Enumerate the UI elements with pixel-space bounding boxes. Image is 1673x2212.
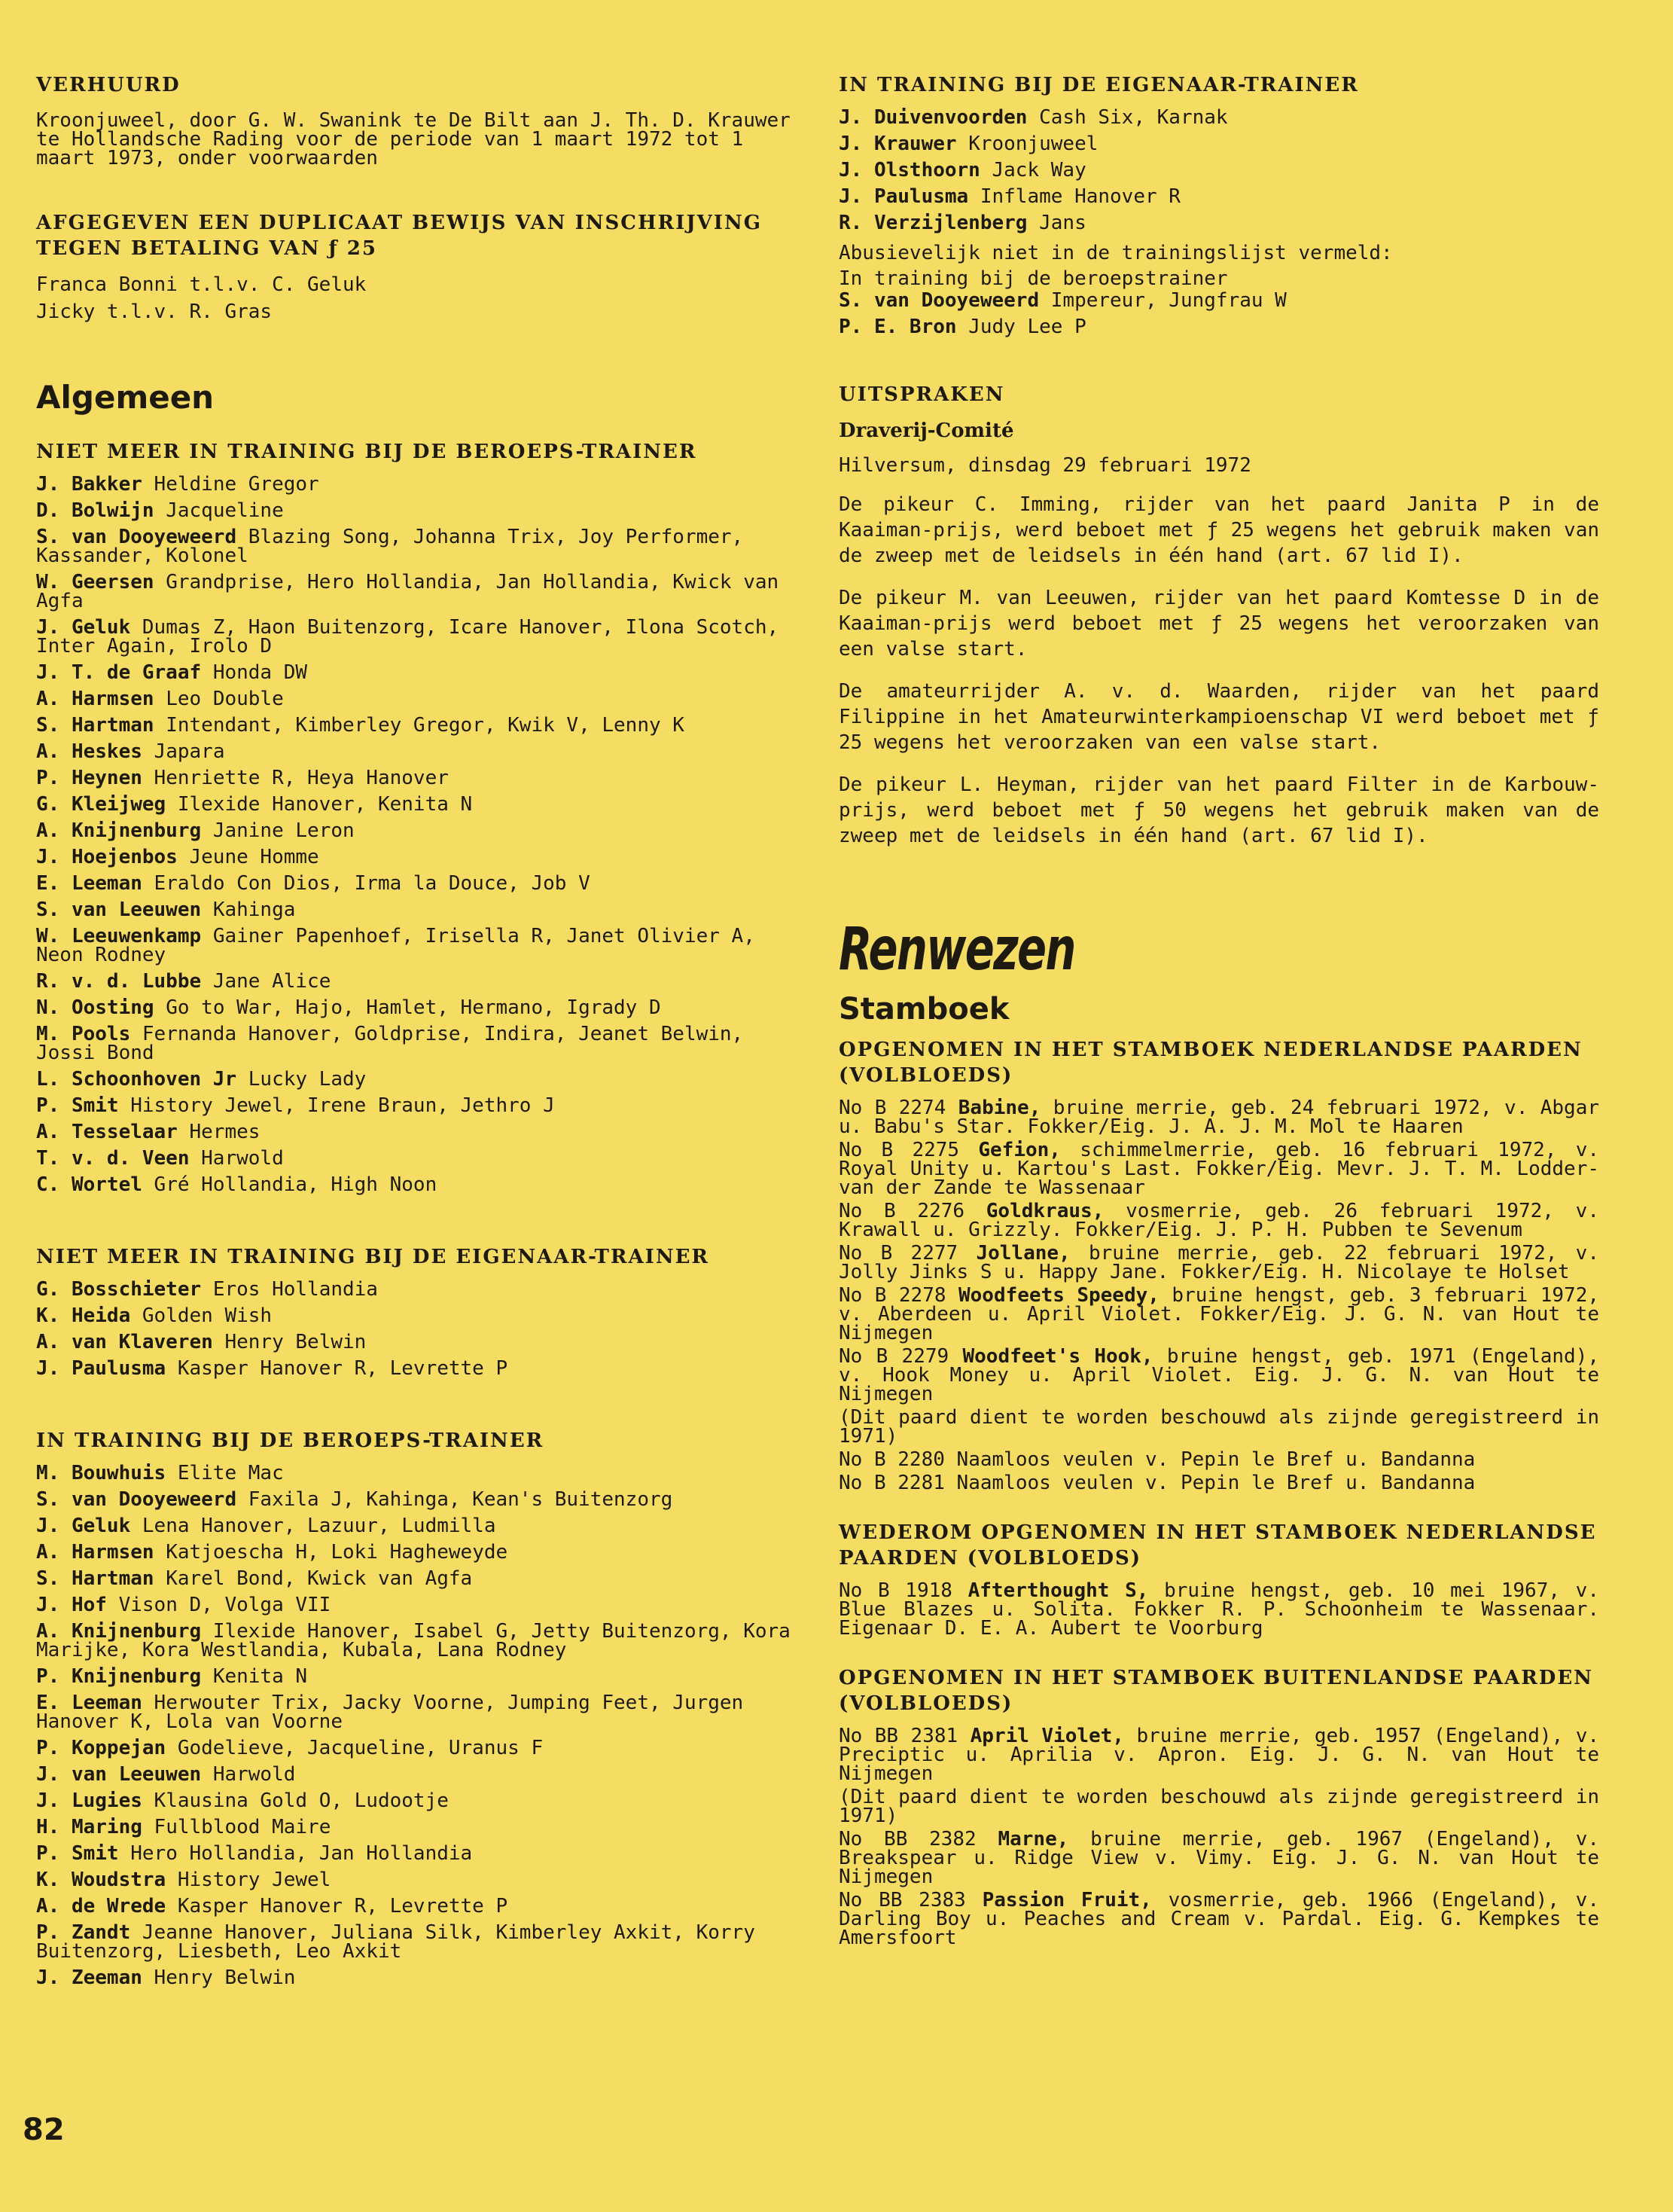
trainer-entry (36, 1359, 797, 1378)
trainer-name: S. van Dooyeweerd (36, 526, 237, 548)
horse-name: Gefion, (978, 1139, 1061, 1161)
registration-number: No B 2281 (839, 1472, 945, 1494)
trainer-entry (36, 1921, 797, 1963)
abusievelijk-list (839, 291, 1599, 337)
trainer-name: J. Hoejenbos (36, 846, 178, 868)
horse-names: Harwold (212, 1763, 296, 1786)
trainer-entry (36, 1464, 797, 1483)
ruling-paragraph: De pikeur L. Heyman, rijder van het paard Filter in de Karbouw-prijs, werd beboet met ƒ 50 wegens het gebruik maken van de zweep met de leidsels in één hand (art. 67 lid I). (839, 773, 1599, 847)
trainer-entry (36, 927, 797, 965)
trainer-entry (36, 1765, 797, 1784)
trainer-entry (36, 1818, 797, 1837)
uitspraken-heading: UITSPRAKEN (839, 383, 1005, 406)
horse-name: Marne, (998, 1828, 1069, 1850)
horse-names: Lucky Lady (248, 1068, 367, 1091)
in-eigenaar-heading: IN TRAINING BIJ DE EIGENAAR-TRAINER (839, 74, 1359, 96)
trainer-name: A. van Klaveren (36, 1331, 213, 1353)
duplicaat-list (36, 272, 797, 325)
horse-name: Passion Fruit, (982, 1889, 1152, 1911)
trainer-entry (36, 1844, 797, 1863)
horse-names: Dumas Z, Haon Buitenzorg, Icare Hanover, Ilona Scotch, Inter Again, Irolo D (36, 616, 779, 657)
niet-eigenaar-section (36, 1244, 797, 1378)
ruling-paragraph: De amateurrijder A. v. d. Waarden, rijder van het paard Filippine in het Amateurwinterkampioenschap VI werd beboet met ƒ 25 wegens het veroorzaken van een valse start. (839, 680, 1599, 754)
horse-names: Japara (154, 740, 225, 763)
horse-names: Kenita N (212, 1665, 308, 1688)
right-column (839, 72, 1599, 1985)
trainer-name: N. Oosting (36, 996, 154, 1019)
registration-number: No BB 2383 (839, 1889, 966, 1911)
registration-number: No B 2276 (839, 1200, 965, 1222)
horse-names: Henriette R, Heya Hanover (154, 767, 449, 789)
registration-number: No B 1918 (839, 1579, 952, 1602)
trainer-entry (36, 1490, 797, 1509)
uitspraken-paragraphs (839, 492, 1599, 849)
trainer-entry (36, 1596, 797, 1615)
trainer-entry (36, 1622, 797, 1660)
trainer-entry (36, 1280, 797, 1299)
trainer-entry (36, 1149, 797, 1168)
trainer-name: T. v. d. Veen (36, 1147, 190, 1170)
horse-name: Babine, (958, 1097, 1041, 1119)
renwezen-title: Renwezen (839, 916, 1075, 984)
horse-details: vosmerrie, geb. 1966 (Engeland), v. Darling Boy u. Peaches and Cream v. Pardal. Eig. G. Kempkes te Amersfoort (839, 1889, 1599, 1949)
trainer-name: A. Knijnenburg (36, 819, 202, 842)
trainer-name: G. Kleijweg (36, 793, 166, 816)
trainer-name: C. Wortel (36, 1173, 142, 1196)
horse-details: bruine merrie, geb. 1967 (Engeland), v. Breakspear u. Ridge View v. Vimy. Eig. J. G. N. van Hout te Nijmegen (839, 1828, 1600, 1888)
trainer-name: P. Koppejan (36, 1737, 166, 1759)
registration-number: No B 2275 (839, 1139, 960, 1161)
trainer-entry (36, 1739, 797, 1758)
trainer-entry (839, 108, 1599, 127)
horse-names: Jacqueline (166, 499, 284, 522)
horse-names: Honda DW (212, 661, 308, 684)
horse-names: Inflame Hanover R (980, 185, 1181, 208)
trainer-name: P. Smit (36, 1094, 119, 1117)
trainer-entry (36, 1543, 797, 1562)
trainer-name: M. Pools (36, 1023, 131, 1045)
buitenlandse-section (839, 1665, 1599, 1948)
trainer-entry (839, 161, 1599, 180)
trainer-name: R. Verzijlenberg (839, 212, 1028, 234)
horse-names: Hero Hollandia, Jan Hollandia (130, 1842, 473, 1865)
horse-name: Woodfeet's Hook, (962, 1345, 1153, 1368)
trainer-entry (36, 1567, 797, 1590)
trainer-entry (36, 1871, 797, 1890)
stamboek-entry (839, 1830, 1599, 1887)
horse-details: Naamloos veulen v. Pepin le Bref u. Bandanna (956, 1472, 1476, 1494)
trainer-name: W. Geersen (36, 571, 154, 593)
trainer-entry (36, 874, 797, 893)
trainer-name: J. van Leeuwen (36, 1763, 202, 1786)
horse-names: Impereur, Jungfrau W (1050, 289, 1287, 312)
horse-names: Henry Belwin (154, 1966, 296, 1989)
trainer-entry (839, 185, 1599, 208)
trainer-entry (36, 972, 797, 991)
horse-names: Hermes (189, 1121, 261, 1143)
horse-details: Naamloos veulen v. Pepin le Bref u. Bandanna (956, 1448, 1476, 1471)
wederom-heading: WEDEROM OPGENOMEN IN HET STAMBOEK NEDERLANDSE PAARDEN (VOLBLOEDS) (839, 1521, 1597, 1570)
trainer-entry (36, 1333, 797, 1352)
trainer-name: J. Paulusma (839, 185, 969, 208)
horse-details: bruine merrie, geb. 1957 (Engeland), v. Preciptic u. Aprilia v. Apron. Eig. J. G. N. van Hout te Nijmegen (839, 1725, 1600, 1785)
horse-names: History Jewel (177, 1869, 331, 1891)
niet-beroeps-heading: NIET MEER IN TRAINING BIJ DE BEROEPS-TRAINER (36, 441, 697, 463)
list-item: Franca Bonni t.l.v. C. Geluk (36, 273, 367, 296)
trainer-name: J. Geluk (36, 1515, 131, 1537)
horse-names: Intendant, Kimberley Gregor, Kwik V, Lenny K (166, 714, 684, 737)
algemeen-title: Algemeen (36, 379, 215, 416)
ruling-paragraph: De pikeur M. van Leeuwen, rijder van het paard Komtesse D in de Kaaiman-prijs werd beboet met ƒ 25 wegens het veroorzaken van een valse start. (839, 587, 1599, 661)
stamboek-entry (839, 1286, 1599, 1343)
in-eigenaar-section (839, 72, 1599, 337)
trainer-name: J. Duivenvoorden (839, 106, 1028, 129)
verhuurd-heading: VERHUURD (36, 74, 181, 96)
trainer-name: E. Leeman (36, 1692, 142, 1714)
horse-names: History Jewel, Irene Braun, Jethro J (130, 1094, 555, 1117)
left-column (36, 72, 797, 2025)
trainer-entry (36, 740, 797, 763)
trainer-entry (36, 1070, 797, 1089)
horse-names: Jans (1039, 212, 1086, 234)
trainer-name: S. van Dooyeweerd (36, 1488, 237, 1511)
trainer-name: A. Tesselaar (36, 1121, 178, 1143)
stamboek-entry (839, 1099, 1599, 1137)
trainer-name: S. Hartman (36, 1567, 154, 1590)
trainer-entry (36, 901, 797, 920)
trainer-name: J. Lugies (36, 1789, 142, 1812)
trainer-entry (36, 716, 797, 735)
horse-names: Klausina Gold O, Ludootje (154, 1789, 449, 1812)
horse-names: Karel Bond, Kwick van Agfa (166, 1567, 473, 1590)
trainer-name: P. Heynen (36, 767, 142, 789)
trainer-entry (36, 661, 797, 684)
trainer-entry (36, 819, 797, 842)
horse-name: Afterthought S, (968, 1579, 1149, 1602)
wederom-list (839, 1579, 1599, 1640)
horse-names: Fernanda Hanover, Goldprise, Indira, Jeanet Belwin, Jossi Bond (36, 1023, 744, 1064)
horse-names: Go to War, Hajo, Hamlet, Hermano, Igrady D (166, 996, 661, 1019)
horse-names: Ilexide Hanover, Kenita N (177, 793, 473, 816)
stamboek-entry (839, 1579, 1599, 1640)
stamboek-entry (839, 1448, 1599, 1471)
horse-details: (Dit paard dient te worden beschouwd als zijnde geregistreerd in 1971) (839, 1406, 1599, 1448)
stamboek-entry (839, 1788, 1599, 1826)
uitspraken-date: Hilversum, dinsdag 29 februari 1972 (839, 454, 1251, 477)
horse-names: Blazing Song, Johanna Trix, Joy Performer, Kassander, Kolonel (36, 526, 744, 567)
trainer-name: S. Hartman (36, 714, 154, 737)
trainer-name: J. Krauwer (839, 133, 957, 155)
horse-names: Gainer Papenhoef, Irisella R, Janet Olivier A, Neon Rodney (36, 925, 755, 966)
trainer-name: L. Schoonhoven Jr (36, 1068, 237, 1091)
niet-beroeps-section (36, 439, 797, 1194)
horse-names: Ilexide Hanover, Isabel G, Jetty Buitenzorg, Kora Marijke, Kora Westlandia, Kubala, Lana Rodney (36, 1620, 791, 1661)
horse-details: bruine merrie, geb. 22 februari 1972, v. Jolly Jinks S u. Happy Jane. Fokker/Eig. H. Nicolaye te Holset (839, 1242, 1599, 1283)
stamboek-entry (839, 1202, 1599, 1240)
trainer-name: J. Zeeman (36, 1966, 142, 1989)
trainer-entry (36, 528, 797, 566)
in-beroeps-section (36, 1428, 797, 1988)
trainer-entry (36, 690, 797, 709)
trainer-entry (36, 499, 797, 522)
trainer-entry (839, 318, 1599, 337)
horse-names: Elite Mac (177, 1462, 284, 1484)
trainer-entry (36, 475, 797, 494)
horse-names: Heldine Gregor (154, 473, 319, 496)
trainer-entry (36, 769, 797, 788)
horse-names: Janine Leron (212, 819, 355, 842)
stamboek-entry (839, 1474, 1599, 1493)
horse-names: Jeanne Hanover, Juliana Silk, Kimberley Axkit, Korry Buitenzorg, Liesbeth, Leo Axkit (36, 1921, 755, 1963)
draverij-comite: Draverij-Comité (839, 420, 1014, 442)
horse-names: Henry Belwin (224, 1331, 367, 1353)
trainer-name: H. Maring (36, 1816, 142, 1838)
stamboek-entry (839, 1141, 1599, 1198)
horse-name: Jollane, (976, 1242, 1071, 1265)
registration-number: No B 2279 (839, 1345, 949, 1368)
horse-details: (Dit paard dient te worden beschouwd als zijnde geregistreerd in 1971) (839, 1786, 1599, 1827)
trainer-entry (36, 1897, 797, 1916)
verhuurd-section (36, 72, 797, 168)
trainer-entry (36, 1123, 797, 1142)
trainer-name: S. van Leeuwen (36, 899, 202, 921)
trainer-name: K. Heida (36, 1304, 131, 1327)
buitenlandse-list (839, 1727, 1599, 1948)
horse-names: Kasper Hanover R, Levrette P (177, 1895, 508, 1918)
trainer-entry (839, 291, 1599, 310)
horse-names: Lena Hanover, Lazuur, Ludmilla (142, 1515, 496, 1537)
opgenomen-nl-list (839, 1099, 1599, 1493)
horse-names: Kasper Hanover R, Levrette P (177, 1357, 508, 1380)
trainer-entry (36, 795, 797, 814)
opgenomen-nl-section (839, 1037, 1599, 1493)
horse-names: Eros Hollandia (212, 1278, 378, 1301)
trainer-entry (36, 1966, 797, 1989)
trainer-name: P. E. Bron (839, 316, 957, 338)
horse-names: Kahinga (212, 899, 296, 921)
trainer-name: J. Paulusma (36, 1357, 166, 1380)
duplicaat-section (36, 210, 797, 325)
trainer-entry (36, 848, 797, 867)
registration-number: No B 2280 (839, 1448, 945, 1471)
uitspraken-section (839, 382, 1599, 849)
trainer-name: P. Zandt (36, 1921, 131, 1944)
horse-names: Golden Wish (142, 1304, 273, 1327)
horse-names: Katjoescha H, Loki Hagheweyde (166, 1541, 508, 1564)
horse-name: Woodfeets Speedy, (958, 1284, 1160, 1307)
trainer-entry (36, 618, 797, 656)
stamboek-entry (839, 1408, 1599, 1446)
horse-name: Goldkraus, (986, 1200, 1105, 1222)
stamboek-entry (839, 1347, 1599, 1404)
horse-names: Vison D, Volga VII (118, 1594, 331, 1616)
wederom-section (839, 1520, 1599, 1638)
abusievelijk-note: Abusievelijk niet in de trainingslijst vermeld: (839, 242, 1393, 264)
registration-number: No B 2278 (839, 1284, 946, 1307)
opgenomen-nl-heading: OPGENOMEN IN HET STAMBOEK NEDERLANDSE PAARDEN (VOLBLOEDS) (839, 1039, 1583, 1087)
niet-beroeps-list (36, 475, 797, 1194)
trainer-entry (36, 996, 797, 1019)
horse-details: vosmerrie, geb. 26 februari 1972, v. Krawall u. Grizzly. Fokker/Eig. J. P. H. Pubben te Sevenum (839, 1200, 1599, 1241)
trainer-name: A. Harmsen (36, 1541, 154, 1564)
horse-names: Leo Double (166, 688, 284, 710)
horse-names: Eraldo Con Dios, Irma la Douce, Job V (154, 872, 590, 895)
stamboek-entry (839, 1244, 1599, 1282)
trainer-name: S. van Dooyeweerd (839, 289, 1040, 312)
trainer-name: M. Bouwhuis (36, 1462, 166, 1484)
trainer-name: W. Leeuwenkamp (36, 925, 202, 947)
beroepstrainer-note: In training bij de beroepstrainer (839, 267, 1228, 290)
horse-names: Faxila J, Kahinga, Kean's Buitenzorg (248, 1488, 673, 1511)
stamboek-entry (839, 1891, 1599, 1948)
horse-names: Jane Alice (212, 970, 331, 993)
trainer-name: P. Knijnenburg (36, 1665, 202, 1688)
duplicaat-heading: AFGEGEVEN EEN DUPLICAAT BEWIJS VAN INSCHRIJVING TEGEN BETALING VAN ƒ 25 (36, 212, 762, 260)
list-item: Jicky t.l.v. R. Gras (36, 301, 273, 323)
trainer-name: A. de Wrede (36, 1895, 166, 1918)
niet-eigenaar-list (36, 1280, 797, 1378)
trainer-entry (36, 1667, 797, 1686)
horse-names: Cash Six, Karnak (1039, 106, 1228, 129)
trainer-name: J. Hof (36, 1594, 107, 1616)
buitenlandse-heading: OPGENOMEN IN HET STAMBOEK BUITENLANDSE PAARDEN (VOLBLOEDS) (839, 1667, 1593, 1715)
trainer-name: J. Geluk (36, 616, 131, 639)
trainer-entry (36, 1517, 797, 1536)
horse-names: Jeune Homme (189, 846, 319, 868)
horse-name: April Violet, (970, 1725, 1124, 1747)
horse-names: Herwouter Trix, Jacky Voorne, Jumping Feet, Jurgen Hanover K, Lola van Voorne (36, 1692, 744, 1733)
trainer-name: R. v. d. Lubbe (36, 970, 202, 993)
page-number: 82 (23, 2113, 65, 2147)
trainer-entry (839, 135, 1599, 154)
trainer-name: P. Smit (36, 1842, 119, 1865)
trainer-entry (36, 1304, 797, 1327)
trainer-name: A. Knijnenburg (36, 1620, 202, 1643)
trainer-entry (36, 1694, 797, 1731)
horse-names: Grandprise, Hero Hollandia, Jan Hollandia, Kwick van Agfa (36, 571, 779, 612)
horse-details: bruine hengst, geb. 3 februari 1972, v. Aberdeen u. April Violet. Fokker/Eig. J. G. N. van Hout te Nijmegen (839, 1284, 1600, 1344)
horse-names: Judy Lee P (968, 316, 1086, 338)
stamboek-title: Stamboek (839, 992, 1010, 1027)
stamboek-entry (839, 1727, 1599, 1783)
trainer-name: D. Bolwijn (36, 499, 154, 522)
horse-details: bruine merrie, geb. 24 februari 1972, v. Abgar u. Babu's Star. Fokker/Eig. J. A. J. M. Mol te Haaren (839, 1097, 1600, 1138)
horse-names: Harwold (201, 1147, 284, 1170)
horse-names: Kroonjuweel (968, 133, 1099, 155)
registration-number: No BB 2382 (839, 1828, 977, 1850)
trainer-name: J. T. de Graaf (36, 661, 202, 684)
horse-names: Fullblood Maire (154, 1816, 331, 1838)
niet-eigenaar-heading: NIET MEER IN TRAINING BIJ DE EIGENAAR-TRAINER (36, 1246, 710, 1268)
horse-names: Jack Way (992, 159, 1086, 182)
horse-names: Godelieve, Jacqueline, Uranus F (177, 1737, 544, 1759)
verhuurd-text: Kroonjuweel, door G. W. Swanink te De Bilt aan J. Th. D. Krauwer te Hollandsche Rading voor de periode van 1 maart 1972 tot 1 maart 1973, onder voorwaarden (36, 109, 791, 169)
registration-number: No B 2277 (839, 1242, 958, 1265)
trainer-entry (36, 1789, 797, 1812)
trainer-entry (36, 1173, 797, 1196)
trainer-name: J. Olsthoorn (839, 159, 980, 182)
horse-details: bruine hengst, geb. 10 mei 1967, v. Blue Blazes u. Solita. Fokker R. P. Schoonheim te Wassenaar. Eigenaar D. E. A. Aubert te Voorburg (839, 1579, 1599, 1640)
trainer-entry (36, 1094, 797, 1117)
trainer-name: A. Harmsen (36, 688, 154, 710)
horse-details: schimmelmerrie, geb. 16 februari 1972, v. Royal Unity u. Kartou's Last. Fokker/Eig. Mevr. J. T. M. Lodder-van der Zande te Wassenaar (839, 1139, 1600, 1199)
trainer-name: E. Leeman (36, 872, 142, 895)
ruling-paragraph: De pikeur C. Imming, rijder van het paard Janita P in de Kaaiman-prijs, werd beboet met ƒ 25 wegens het gebruik maken van de zweep met de leidsels in één hand (art. 67 lid I). (839, 493, 1599, 567)
in-eigenaar-list (839, 108, 1599, 233)
trainer-name: J. Bakker (36, 473, 142, 496)
registration-number: No BB 2381 (839, 1725, 958, 1747)
registration-number: No B 2274 (839, 1097, 946, 1119)
trainer-name: G. Bosschieter (36, 1278, 202, 1301)
trainer-name: K. Woudstra (36, 1869, 166, 1891)
horse-details: bruine hengst, geb. 1971 (Engeland), v. Hook Money u. April Violet. Eig. J. G. N. van Hout te Nijmegen (839, 1345, 1600, 1405)
trainer-entry (36, 1025, 797, 1063)
trainer-entry (36, 573, 797, 611)
in-beroeps-heading: IN TRAINING BIJ DE BEROEPS-TRAINER (36, 1429, 544, 1452)
horse-names: Gré Hollandia, High Noon (154, 1173, 437, 1196)
in-beroeps-list (36, 1464, 797, 1988)
trainer-name: A. Heskes (36, 740, 142, 763)
trainer-entry (839, 214, 1599, 233)
